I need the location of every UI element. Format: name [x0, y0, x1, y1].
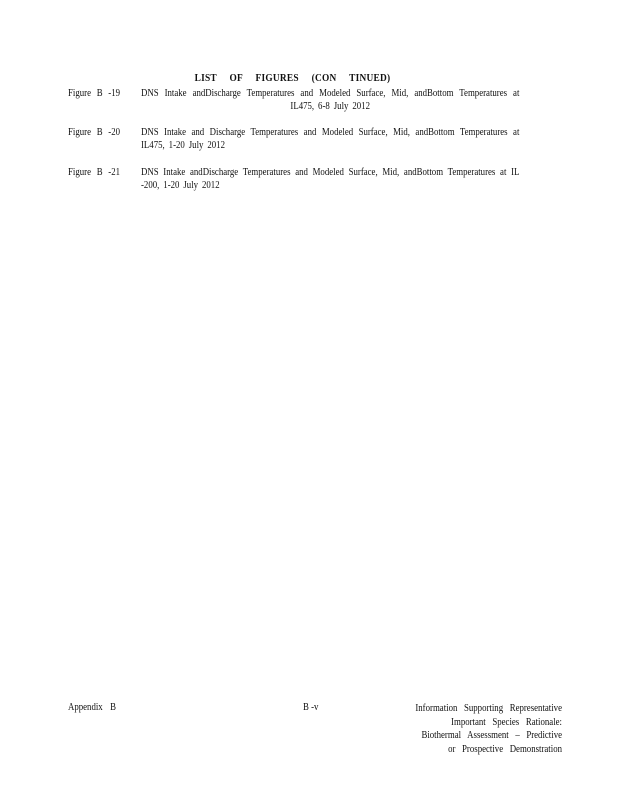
figure-label: Figure B -19 — [68, 88, 121, 99]
figure-entry-b20 — [68, 126, 528, 156]
footer-title-line: Biothermal Assessment – Predictive — [421, 730, 562, 741]
figure-entry-b21 — [68, 166, 528, 196]
figure-caption: DNS Intake and Discharge Temperatures and Modeled Surface, Mid, andBottom Temperatures at IL475, 1-20 July 2012 — [141, 127, 520, 151]
footer-title-line: Information Supporting Representative — [415, 703, 562, 714]
list-of-figures-heading: LIST OF FIGURES (CON TINUED) — [194, 72, 391, 84]
figure-label: Figure B -20 — [68, 127, 121, 138]
figure-entry-b19 — [68, 87, 528, 117]
figure-label: Figure B -21 — [68, 167, 121, 178]
footer-title-line: Important Species Rationale: — [451, 716, 562, 728]
figure-caption: DNS Intake andDischarge Temperatures and Modeled Surface, Mid, andBottom Temperatures at IL475, 6-8 July 2012 — [141, 88, 520, 112]
footer-document-title — [380, 702, 562, 756]
footer-title-line: or Prospective Demonstration — [448, 743, 562, 755]
figure-caption: DNS Intake andDischarge Temperatures and Modeled Surface, Mid, andBottom Temperatures at IL -200, 1-20 July 2012 — [141, 167, 520, 191]
footer-page-number: B -v — [303, 702, 319, 713]
footer-appendix-label: Appendix B — [68, 702, 117, 713]
